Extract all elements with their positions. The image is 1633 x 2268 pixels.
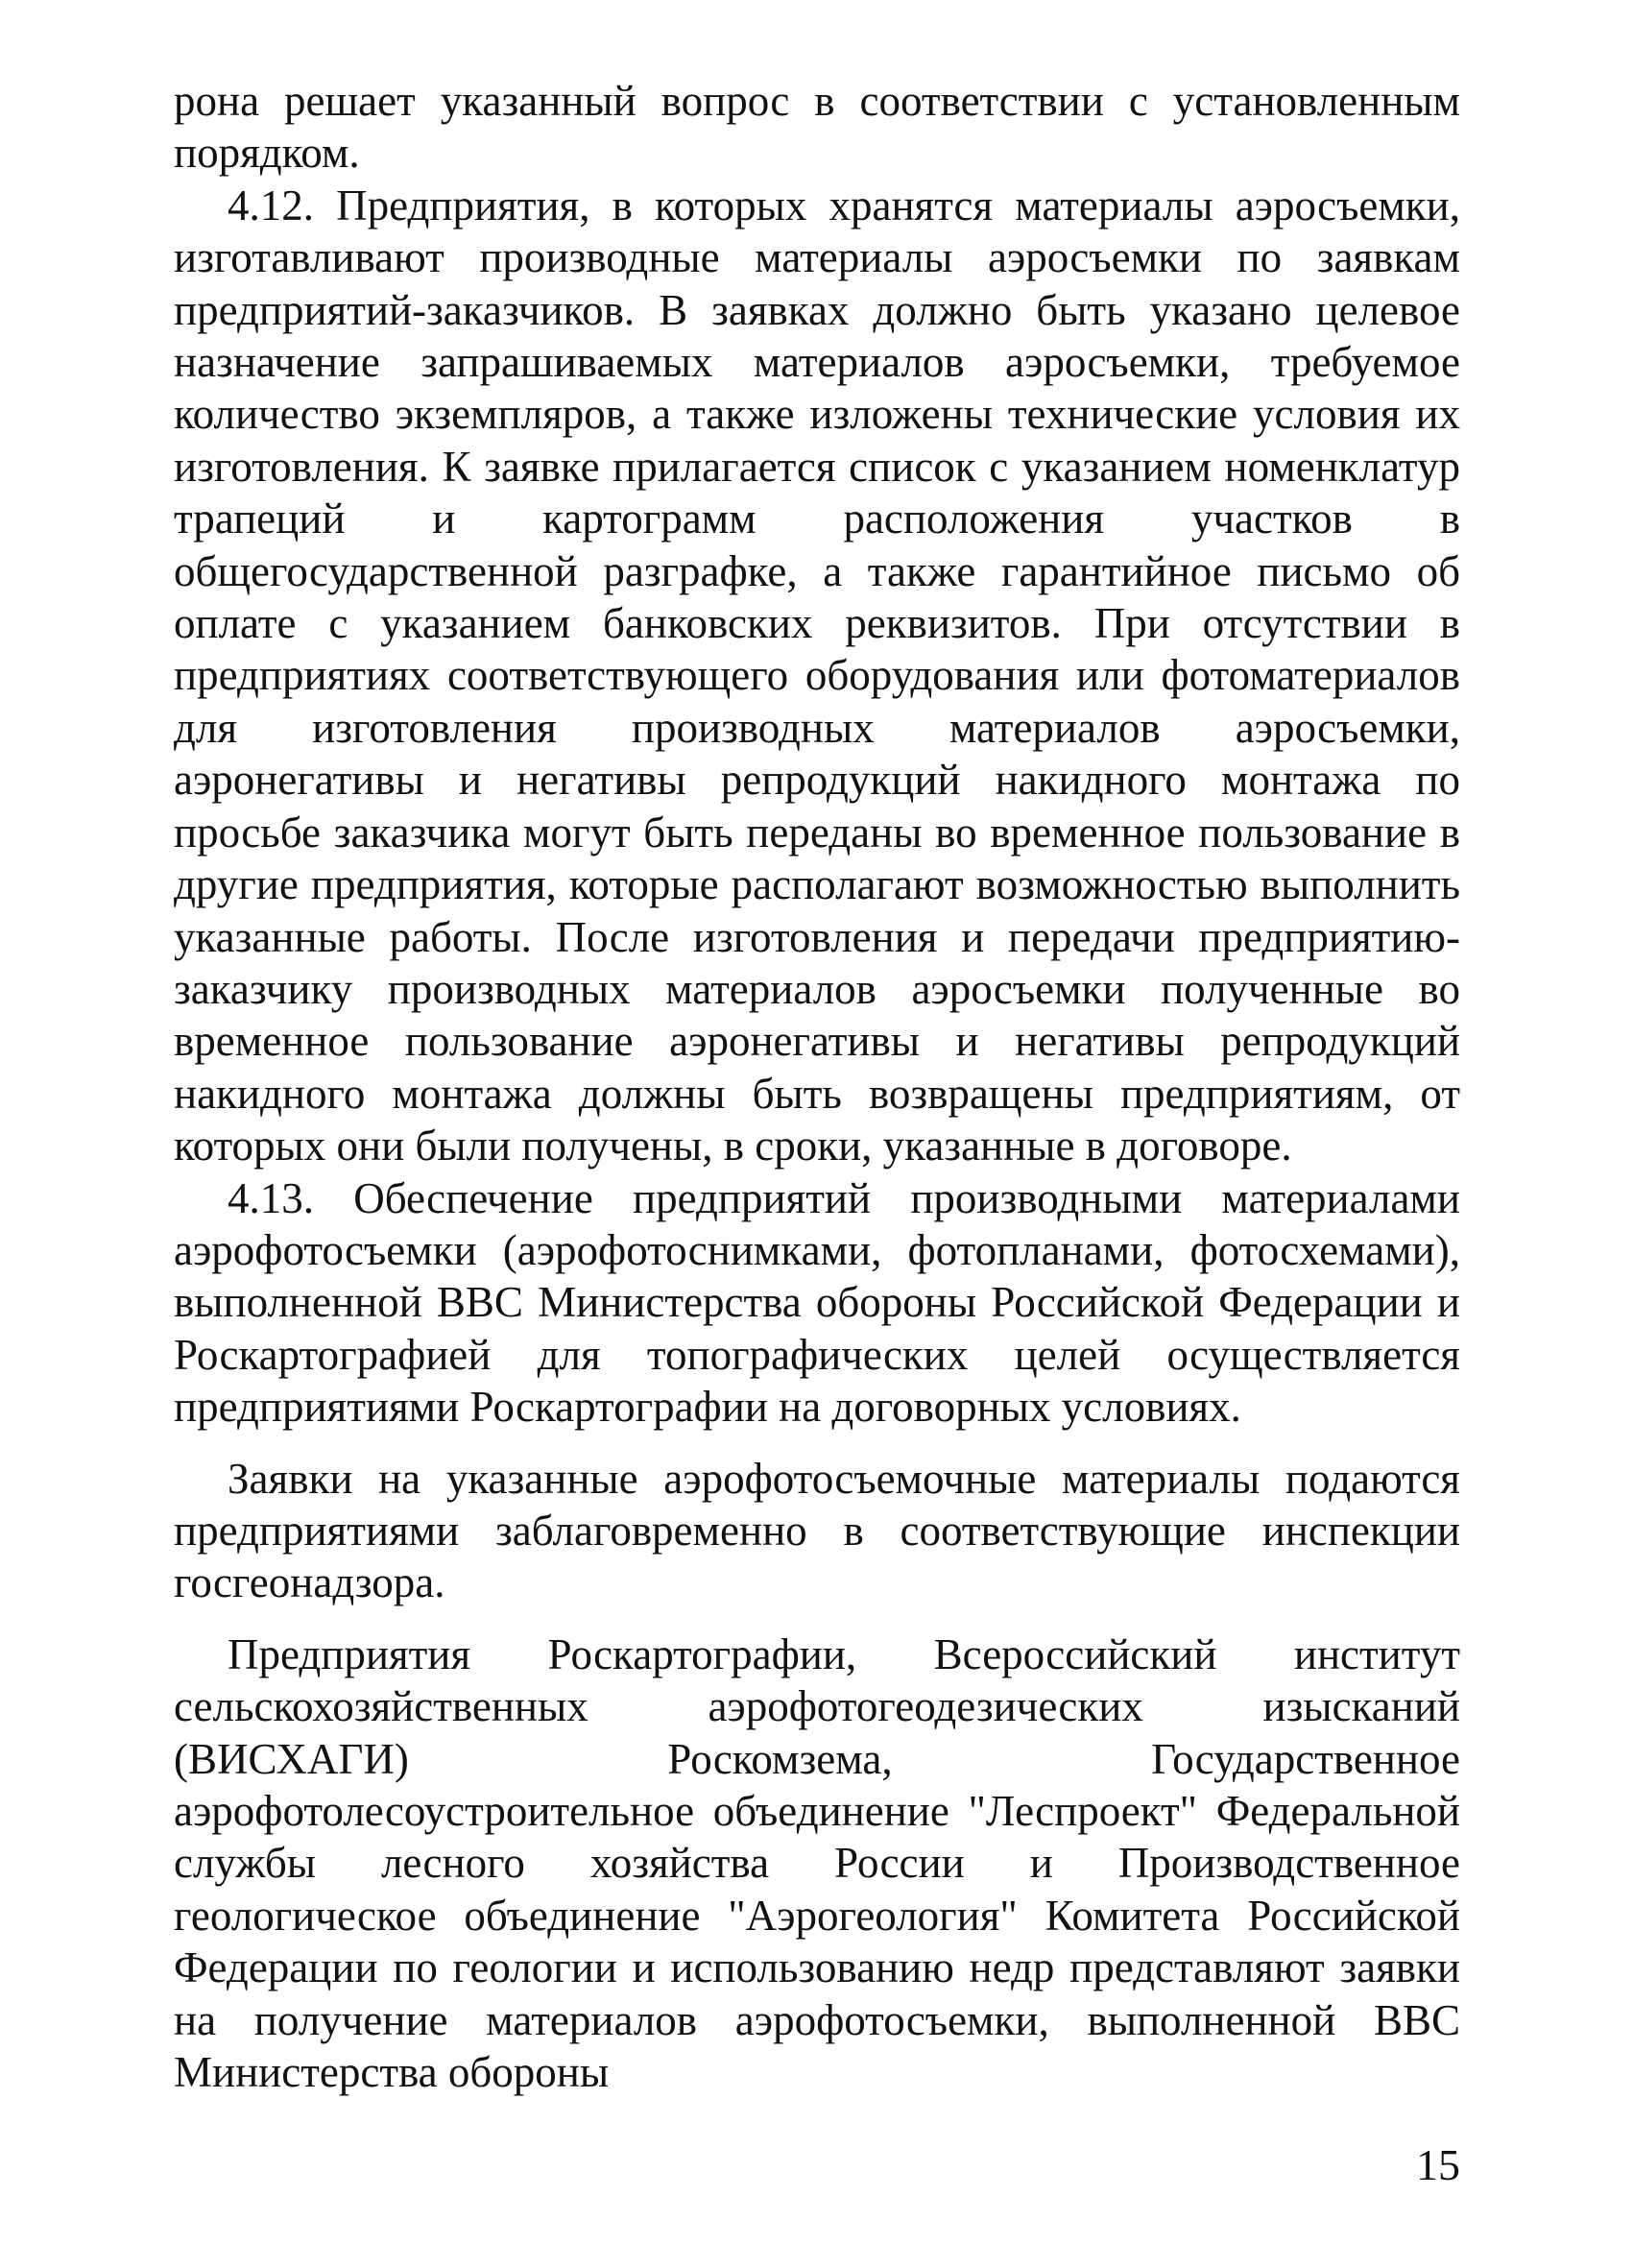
body-text [174,75,1460,2098]
paragraph-enterprises: Предприятия Роскартографии, Всероссийский институт сельскохозяйственных аэрофотогеодезических изысканий (ВИСХАГИ) Роскомзема, Государственное аэрофотолесоустроительное объединение "Леспроект" Федеральной службы лесного хозяйства России и Производственное геологическое объединение "Аэрогеология" Комитета Российской Федерации по геологии и использованию недр представляют заявки на получение материалов аэрофотосъемки, выполненной ВВС Министерства обороны [174,1629,1460,2097]
paragraph-applications: Заявки на указанные аэрофотосъемочные материалы подаются предприятиями заблаговременно в соответствующие инспекции госгеонадзора. [174,1454,1460,1607]
paragraph-4-12: 4.12. Предприятия, в которых хранятся материалы аэросъемки, изготавливают производные материалы аэросъемки по заявкам предприятий-заказчиков. В заявках должно быть указано целевое назначение запрашиваемых материалов аэросъемки, требуемое количество экземпляров, а также изложены технические условия их изготовления. К заявке прилагается список с указанием номенклатур трапеций и картограмм расположения участков в общегосударственной разграфке, а также гарантийное письмо об оплате с указанием банковских реквизитов. При отсутствии в предприятиях соответствующего оборудования или фотоматериалов для изготовления производных материалов аэросъемки, аэронегативы и негативы репродукций накидного монтажа по просьбе заказчика могут быть переданы во временное пользование в другие предприятия, которые располагают возможностью выполнить указанные работы. После изготовления и передачи предприятию-заказчику производных материалов аэросъемки полученные во временное пользование аэронегативы и негативы репродукций накидного монтажа должны быть возвращены предприятиям, от которых они были получены, в сроки, указанные в договоре. [174,181,1460,1170]
paragraph-continuation: рона решает указанный вопрос в соответствии с установленным порядком. [174,77,1460,178]
page-number: 15 [1416,2140,1460,2189]
paragraph-4-13: 4.13. Обеспечение предприятий производными материалами аэрофотосъемки (аэрофотоснимками, фотопланами, фотосхемами), выполненной ВВС Министерства обороны Российской Федерации и Роскартографией для топографических целей осуществляется предприятиями Роскартографии на договорных условиях. [174,1173,1460,1432]
